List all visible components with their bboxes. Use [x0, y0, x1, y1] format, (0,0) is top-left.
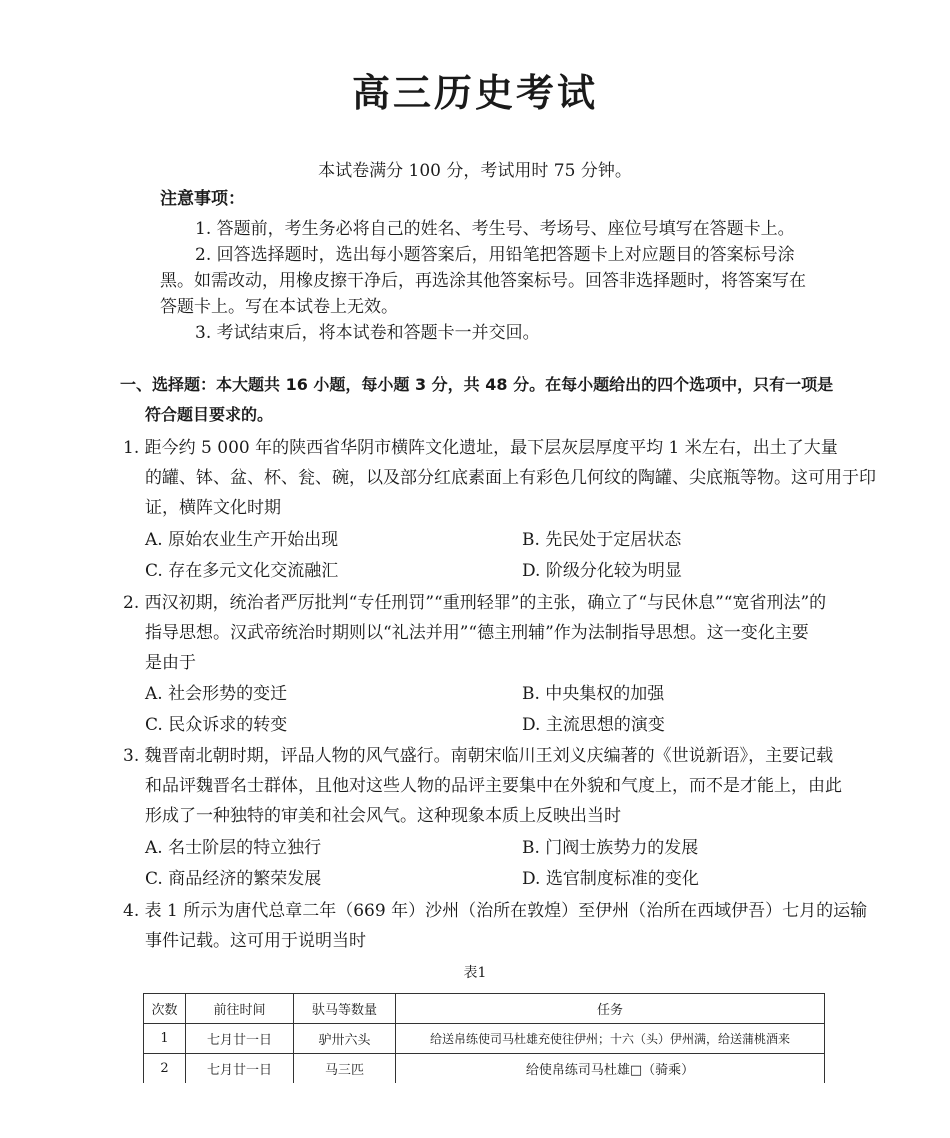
question-stem: 和品评魏晋名士群体，且他对这些人物的品评主要集中在外貌和气度上，而不是才能上，由此: [145, 776, 842, 796]
option-a: A. 名士阶层的特立独行: [145, 838, 322, 858]
table-header-cell: 次数: [144, 994, 186, 1024]
table-cell: 马三匹: [294, 1054, 396, 1084]
option-d: D. 主流思想的演变: [522, 715, 665, 735]
question-stem: 的罐、钵、盆、杯、瓮、碗，以及部分红底素面上有彩色几何纹的陶罐、尖底瓶等物。这可用于印: [145, 468, 876, 488]
option-b: B. 先民处于定居状态: [522, 530, 682, 550]
option-a: A. 社会形势的变迁: [145, 684, 288, 704]
question-stem: 形成了一种独特的审美和社会风气。这种现象本质上反映出当时: [145, 806, 621, 826]
exam-intro: 本试卷满分 100 分，考试用时 75 分钟。: [318, 161, 632, 181]
question-stem: 证，横阵文化时期: [145, 498, 281, 518]
table-caption: 表1: [463, 965, 487, 981]
option-b: B. 中央集权的加强: [522, 684, 665, 704]
table-cell: 1: [144, 1024, 186, 1054]
table-header-row: [144, 994, 825, 1024]
option-d: D. 阶级分化较为明显: [522, 561, 682, 581]
table-cell: 给送帛练使司马杜雄充使往伊州；十六（头）伊州满，给送蒲桃酒来: [396, 1024, 825, 1054]
option-a: A. 原始农业生产开始出现: [145, 530, 339, 550]
exam-title: 高三历史考试: [351, 71, 598, 115]
table-cell: 七月廿一日: [186, 1024, 294, 1054]
question-stem: 3. 魏晋南北朝时期，评品人物的风气盛行。南朝宋临川王刘义庆编著的《世说新语》，主要记载: [123, 746, 834, 766]
option-c: C. 商品经济的繁荣发展: [145, 869, 322, 889]
notice-heading: 注意事项：: [160, 189, 245, 209]
notice-line: 3. 考试结束后，将本试卷和答题卡一并交回。: [195, 323, 540, 343]
notice-line: 2. 回答选择题时，选出每小题答案后，用铅笔把答题卡上对应题目的答案标号涂: [195, 245, 795, 265]
table-row: [144, 1024, 825, 1054]
option-c: C. 民众诉求的转变: [145, 715, 288, 735]
option-d: D. 选官制度标准的变化: [522, 869, 699, 889]
table-header-cell: 驮马等数量: [294, 994, 396, 1024]
table-cell: 七月廿一日: [186, 1054, 294, 1084]
question-stem: 是由于: [145, 653, 196, 673]
question-stem: 4. 表 1 所示为唐代总章二年（669 年）沙州（治所在敦煌）至伊州（治所在西域伊吾）七月的运输: [123, 901, 868, 921]
section-heading-cont: 符合题目要求的。: [145, 405, 274, 424]
option-b: B. 门阀士族势力的发展: [522, 838, 699, 858]
question-stem: 事件记载。这可用于说明当时: [145, 931, 366, 951]
notice-line: 1. 答题前，考生务必将自己的姓名、考生号、考场号、座位号填写在答题卡上。: [195, 219, 795, 239]
question-stem: 2. 西汉初期，统治者严厉批判“专任刑罚”“重刑轻罪”的主张，确立了“与民休息”“宽省刑法”的: [123, 593, 827, 613]
table-header-cell: 任务: [396, 994, 825, 1024]
question-stem: 指导思想。汉武帝统治时期则以“礼法并用”“德主刑辅”作为法制指导思想。这一变化主要: [145, 623, 809, 643]
table-row: [144, 1054, 825, 1084]
table-cell: 2: [144, 1054, 186, 1084]
question-stem: 1. 距今约 5 000 年的陕西省华阴市横阵文化遗址，最下层灰层厚度平均 1 米左右，出土了大量: [123, 438, 838, 458]
notice-line: 答题卡上。写在本试卷上无效。: [160, 297, 398, 317]
transport-table: [143, 993, 825, 1083]
option-c: C. 存在多元文化交流融汇: [145, 561, 339, 581]
table-header-cell: 前往时间: [186, 994, 294, 1024]
table-cell: 给使帛练司马杜雄□（骑乘）: [396, 1054, 825, 1084]
notice-line: 黑。如需改动，用橡皮擦干净后，再选涂其他答案标号。回答非选择题时，将答案写在: [160, 271, 806, 291]
section-heading: 一、选择题：本大题共 16 小题，每小题 3 分，共 48 分。在每小题给出的四个选项中，只有一项是: [120, 375, 834, 394]
table-cell: 驴卅六头: [294, 1024, 396, 1054]
